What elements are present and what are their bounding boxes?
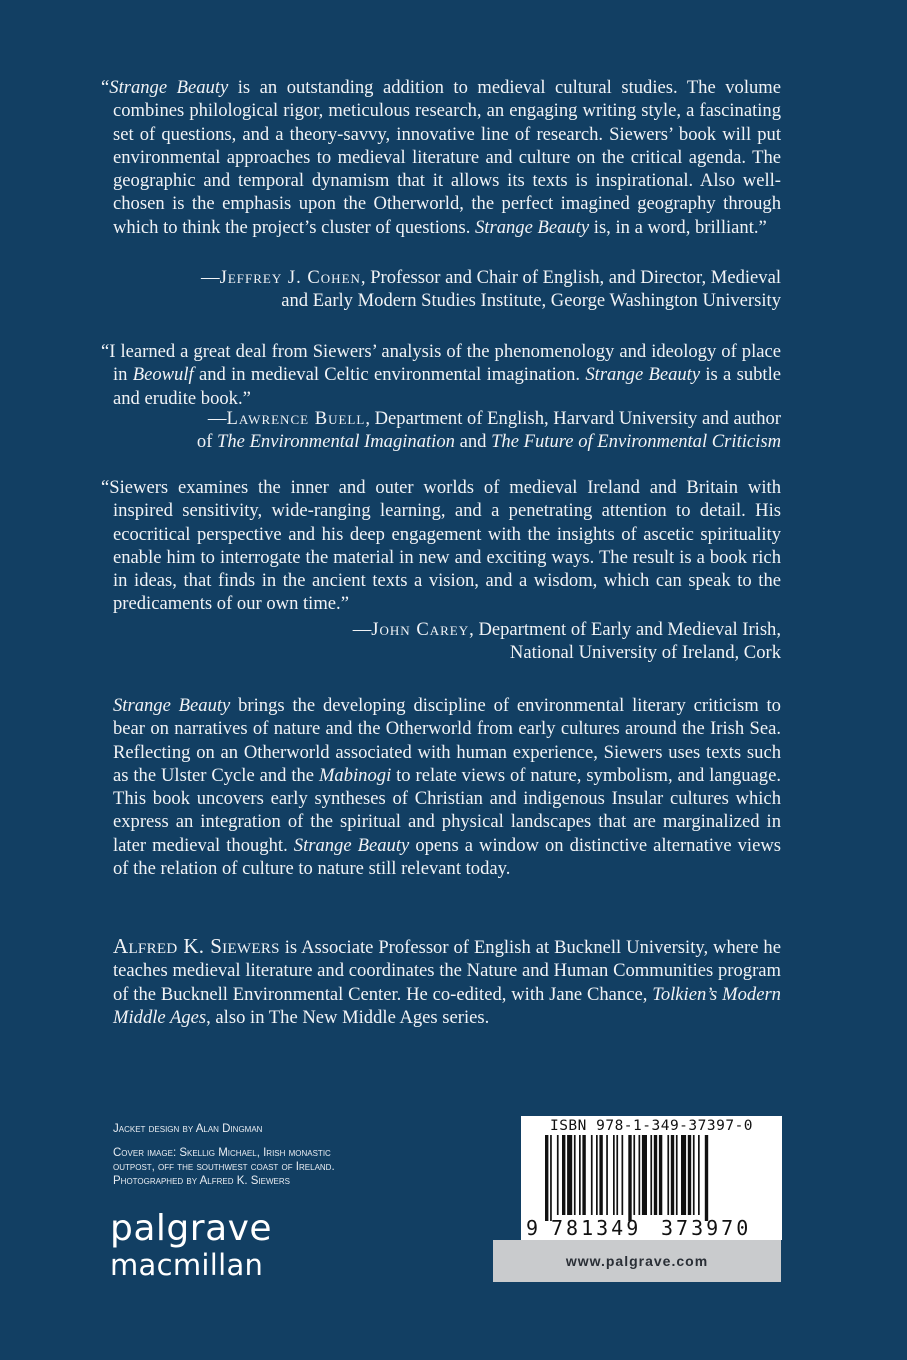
barcode-bar	[688, 1135, 691, 1215]
barcode-bar	[693, 1135, 695, 1215]
barcode-bar	[628, 1135, 631, 1221]
isbn-label: ISBN 978-1-349-37397-0	[549, 1118, 754, 1134]
barcode-bar	[642, 1135, 647, 1215]
book-title: Strange Beauty	[109, 77, 229, 98]
barcode-bar	[650, 1135, 652, 1215]
barcode-bar	[582, 1135, 585, 1215]
jacket-credit: Jacket design by Alan Dingman	[113, 1123, 263, 1135]
blurb-attribution-1: —Jeffrey J. Cohen, Professor and Chair of English, and Director, Medieval and Early Modern Studies Institute, George Washington University	[200, 267, 781, 312]
barcode-bar	[562, 1135, 565, 1215]
barcode-bar	[659, 1135, 662, 1215]
barcode-bar	[639, 1135, 641, 1215]
reviewer-name: John Carey	[371, 619, 470, 640]
blurb-quote-2: “I learned a great deal from Siewers’ analysis of the phenomenology and ideology of place in Beowulf and in medieval Celtic environmental imagination. Strange Beauty is a subtle and erudite book.”	[101, 341, 782, 409]
barcode-bar	[606, 1135, 608, 1215]
barcode-bar	[633, 1135, 635, 1215]
barcode-bar	[545, 1135, 548, 1221]
barcode-bar	[550, 1135, 552, 1221]
reviewer-name: Lawrence Buell	[226, 408, 366, 429]
book-description: Strange Beauty brings the developing discipline of environmental literary criticism to bear on narratives of nature and the Otherworld from early cultures around the Irish Sea. Reflecting on an Otherworld associated with human experience, Siewers uses texts such as the Ulster Cycle and the Mabinogi to relate views of nature, symbolism, and language. This book uncovers early syntheses of Christian and indigenous Insular cultures which express an integration of the spiritual and physical landscapes that are marginalized in later medieval thought. Strange Beauty opens a window on distinctive alternative views of the relation of culture to nature still relevant today.	[113, 695, 781, 880]
barcode-bar	[676, 1135, 678, 1215]
publisher-logo: palgrave macmillan	[110, 1208, 273, 1282]
barcode-bar	[591, 1135, 593, 1215]
barcode-bar	[698, 1135, 700, 1215]
blurb-attribution-3: —John Carey, Department of Early and Medieval Irish, National University of Ireland, Cork	[352, 619, 781, 664]
barcode-bar	[616, 1135, 618, 1215]
publisher-website[interactable]: www.palgrave.com	[493, 1240, 781, 1282]
author-name: Alfred K. Siewers	[113, 934, 280, 958]
reviewer-name: Jeffrey J. Cohen	[219, 267, 361, 288]
barcode-bar	[705, 1135, 708, 1221]
barcode-bar	[667, 1135, 669, 1215]
barcode-bar	[622, 1135, 624, 1215]
cover-image-credit: Cover image: Skellig Michael, Irish monastic outpost, off the southwest coast of Ireland. Photographed by Alfred K. Siewers	[113, 1147, 335, 1187]
author-bio: Alfred K. Siewers is Associate Professor of English at Bucknell University, where he teaches medieval literature and coordinates the Nature and Human Communities program of the Bucknell Environmental Center. He co-edited, with Jane Chance, Tolkien’s Modern Middle Ages, also in The New Middle Ages series.	[113, 934, 781, 1028]
book-title: Strange Beauty	[475, 216, 590, 238]
barcode-bar	[654, 1135, 657, 1215]
blurb-quote-1: “Strange Beauty is an outstanding addition to medieval cultural studies. The volume combines philological rigor, meticulous research, an engaging writing style, a fascinating set of questions, and a theory-savvy, innovative line of research. Siewers’ book will put environmental approaches to medieval literature and culture on the critical agenda. The geographic and temporal dynamism that it allows its texts is inspirational. Also well-chosen is the emphasis upon the Otherworld, the perfect imagined geography through which to think the project’s cluster of questions. Strange Beauty is, in a word, brilliant.”	[101, 77, 781, 238]
isbn-barcode: ISBN 978-1-349-37397-0 9 781349 373970	[521, 1116, 782, 1240]
barcode-bar	[599, 1135, 602, 1215]
barcode-bar	[579, 1135, 581, 1215]
barcode-bar	[671, 1135, 674, 1215]
blurb-attribution-2: —Lawrence Buell, Department of English, Harvard University and author of The Environmental Imagination and The Future of Environmental Criticism	[196, 408, 781, 453]
barcode-icon	[525, 1135, 778, 1221]
barcode-bar	[567, 1135, 572, 1215]
barcode-bar	[613, 1135, 615, 1215]
blurb-quote-3: “Siewers examines the inner and outer worlds of medieval Ireland and Britain with inspired sensitivity, wide-ranging learning, and a penetrating attention to detail. His ecocritical perspective and his deep engagement with the insights of ascetic spirituality enable him to interrogate the material in new and exciting ways. The result is a book rich in ideas, that finds in the ancient texts a vision, and a wisdom, which can speak to the predicaments of our own time.”	[101, 477, 781, 615]
barcode-bar	[596, 1135, 598, 1215]
barcode-bar	[574, 1135, 576, 1215]
barcode-bar	[681, 1135, 686, 1215]
barcode-bar	[557, 1135, 559, 1215]
